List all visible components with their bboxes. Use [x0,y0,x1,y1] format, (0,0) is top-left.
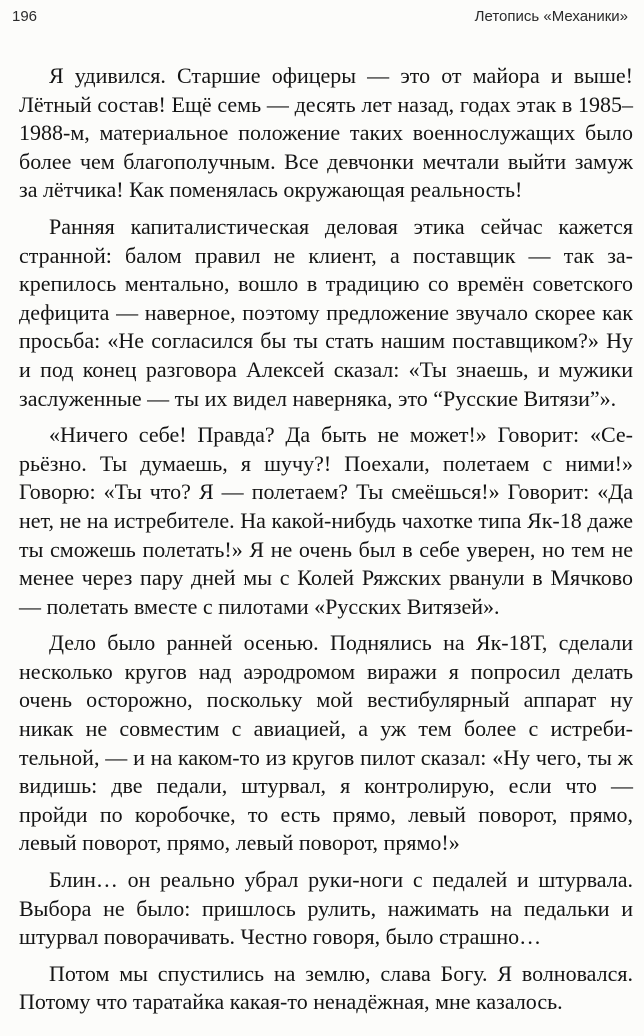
page-header [12,8,628,32]
paragraph: «Ничего себе! Правда? Да быть не может!» Говорит: «Серьёзно. Ты думаешь, я шучу?! Поехали, полетаем с ними!» Говорю: «Ты что? Я — полетаем? Ты смеёшься!» Говорит: «Да нет, не на истребителе. На какой-нибудь чахотке типа Як-18 даже ты сможешь полетать!» Я не очень был в себе уверен, но тем не менее через пару дней мы с Колей Ряжских рванули в Мячково — полетать вместе с пилотами «Русских Витязей». [19,422,633,619]
paragraph: Дело было ранней осенью. Поднялись на Як-18Т, сделали несколько кругов над аэродромом виражи я попросил делать очень осторожно, поскольку мой вестибулярный аппарат ну никак не совместим с авиацией, а уж тем более с истребительной, — и на каком-то из кругов пилот сказал: «Ну чего, ты ж видишь: две педали, штурвал, я контролирую, если что — пройди по коробочке, то есть прямо, левый поворот, прямо, левый поворот, прямо, левый поворот, прямо!» [19,630,633,856]
running-title: Летопись «Механики» [474,8,628,25]
paragraph: Блин… он реально убрал руки-ноги с педалей и штурвала. Выбора не было: пришлось рулить, нажимать на педальки и штурвал поворачивать. Честно говоря, было страшно… [19,867,633,950]
body-text [19,62,633,1025]
paragraph: Потом мы спустились на землю, слава Богу. Я волновался. Потому что таратайка какая-то ненадёжная, мне казалось. [19,960,633,1015]
paragraph: Ранняя капиталистическая деловая этика сейчас кажется странной: балом правил не клиент, а поставщик — так закрепилось ментально, вошло в традицию со времён советского дефицита — наверное, поэтому предложение звучало скорее как просьба: «Не согласился бы ты стать нашим поставщиком?» Ну и под конец разговора Алексей сказал: «Ты знаешь, и мужики заслуженные — ты их видел наверняка, это “Русские Витязи”». [19,213,633,411]
paragraph: Я удивился. Старшие офицеры — это от майора и выше! Лётный состав! Ещё семь — десять лет назад, годах этак в 1985–1988-м, материальное положение таких военнослужащих было более чем благополучным. Все девчонки мечтали выйти замуж за лётчика! Как поменялась окружающая реальность! [19,63,633,203]
page-number: 196 [12,8,38,25]
